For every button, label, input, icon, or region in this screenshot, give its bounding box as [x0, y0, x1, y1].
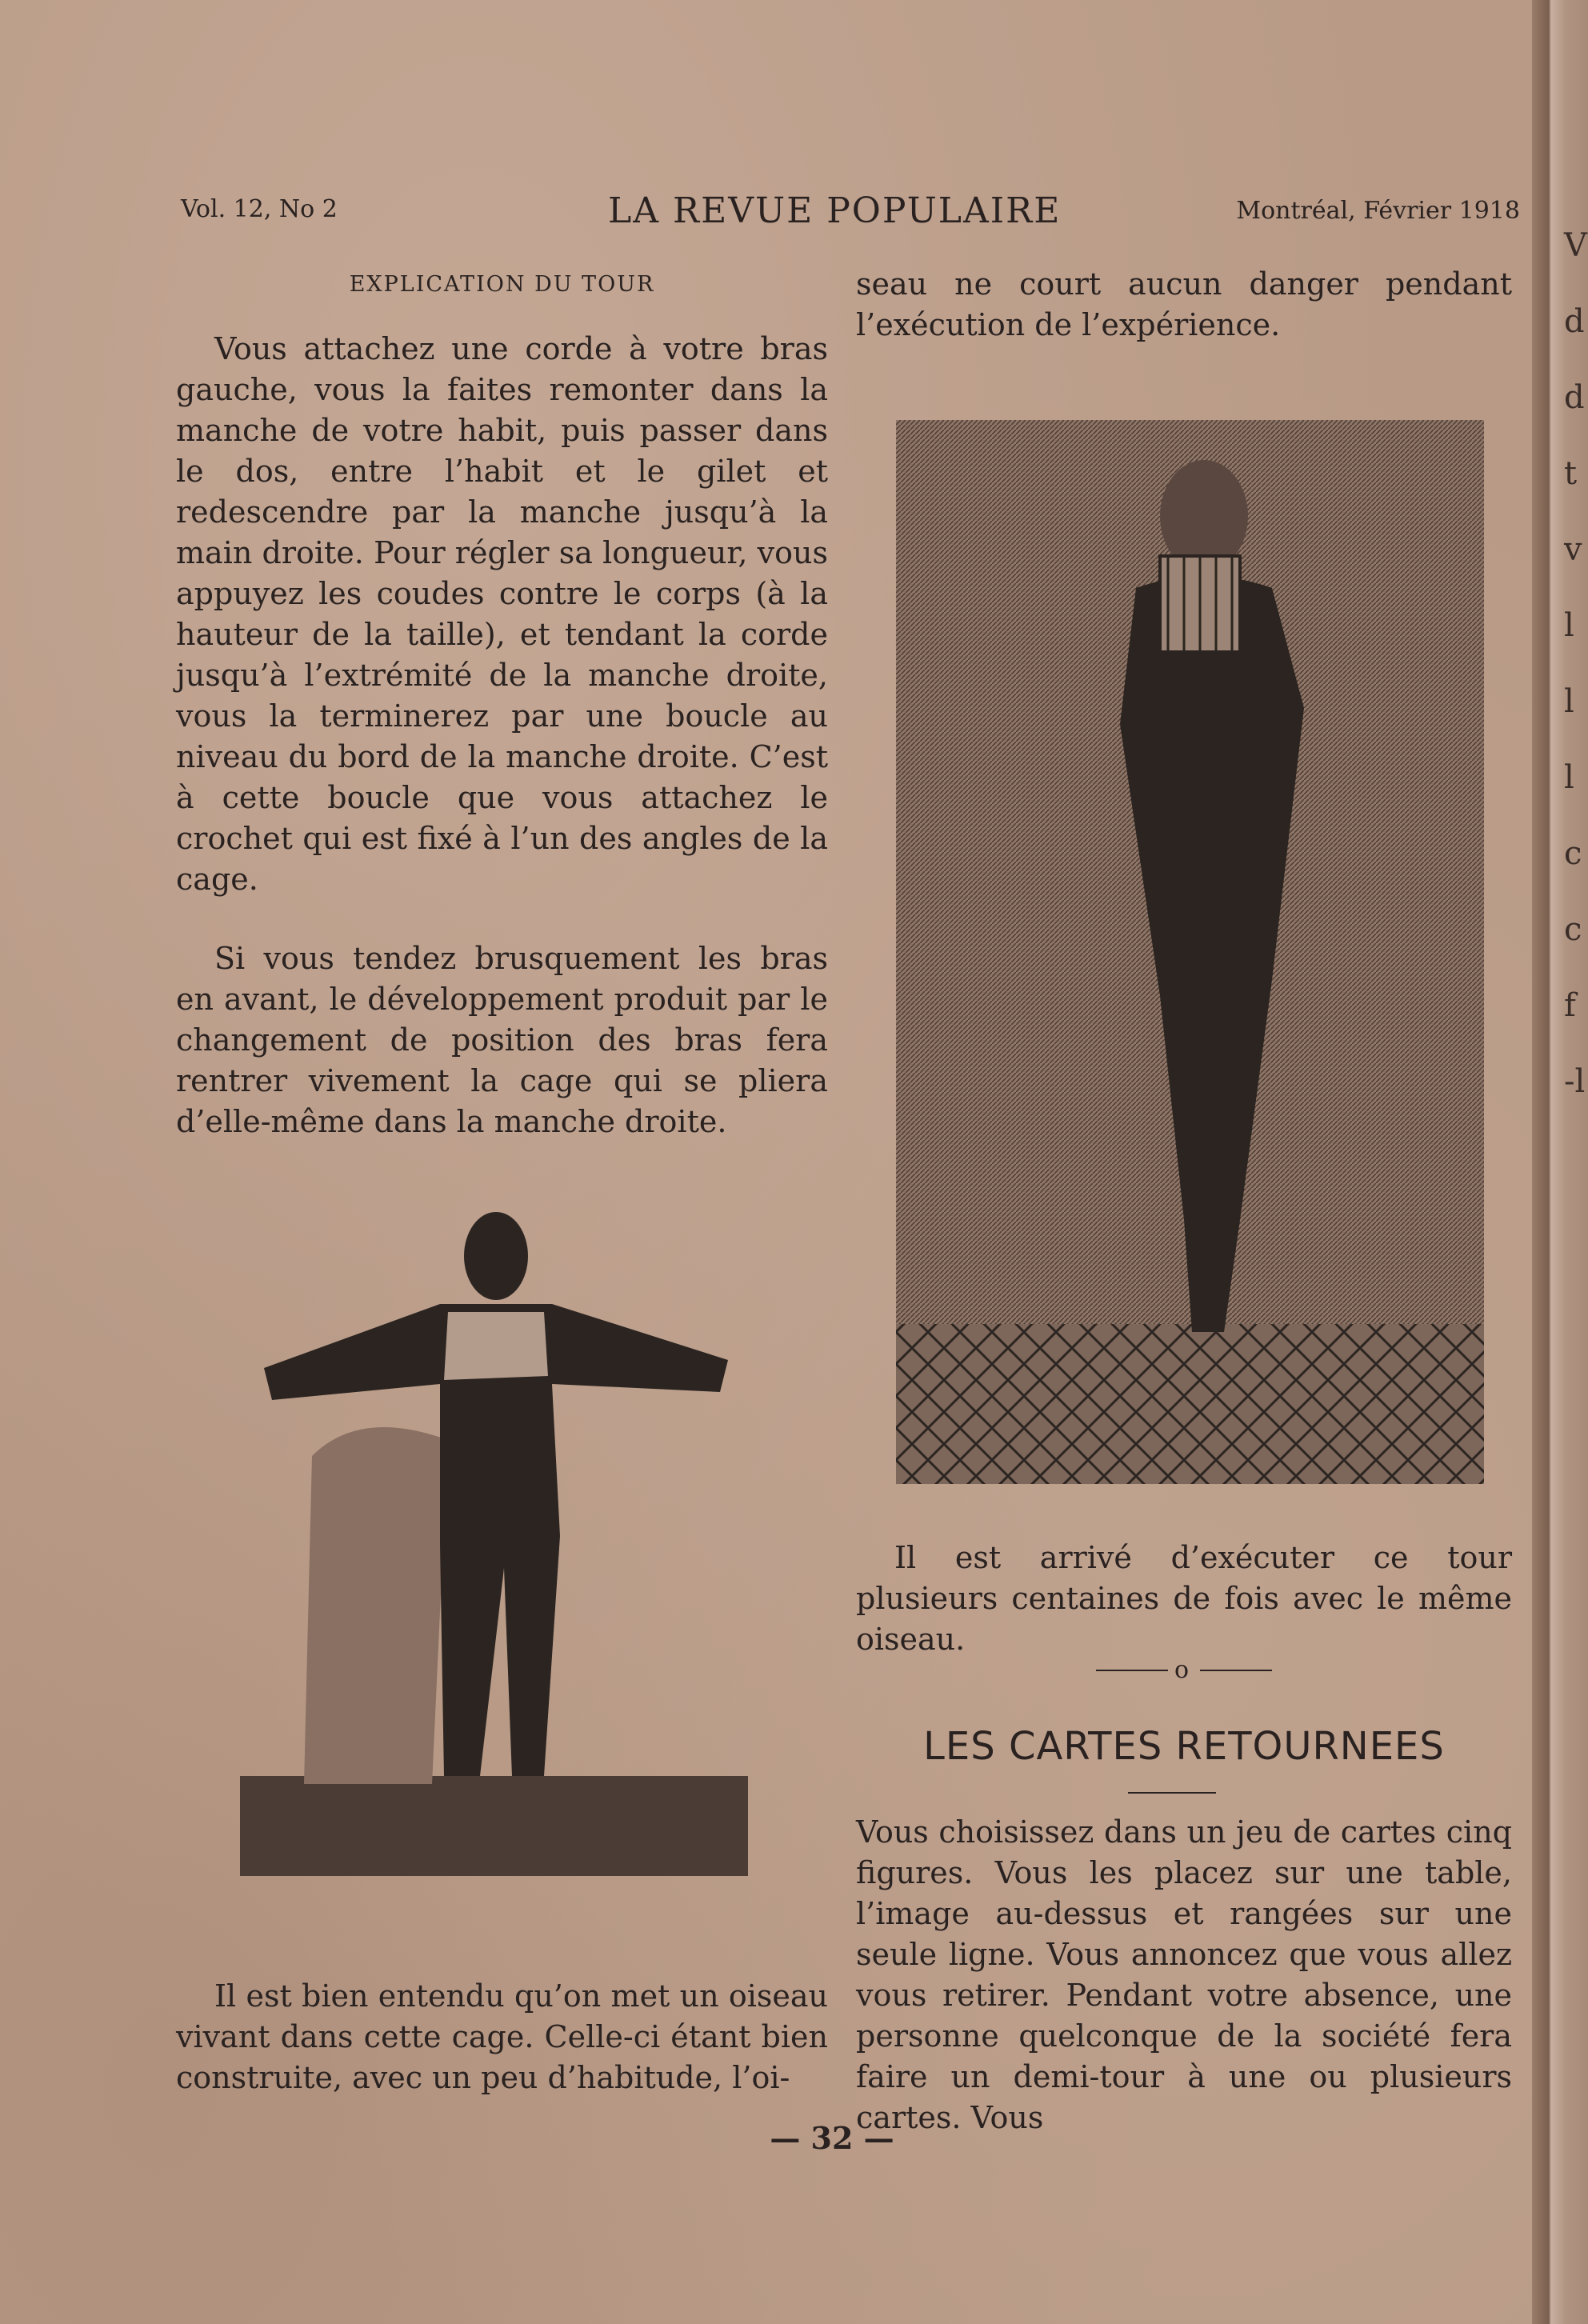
edge-letter: -l	[1564, 1063, 1586, 1100]
left-column	[176, 264, 828, 1142]
adjacent-page-letters	[1564, 208, 1588, 1120]
article-title: LES CARTES RETOURNEES	[923, 1724, 1445, 1769]
edge-letter: l	[1564, 607, 1574, 644]
edge-letter: d	[1564, 379, 1585, 416]
running-header	[176, 190, 1520, 238]
paragraph-cards: Vous choisissez dans un jeu de cartes cinq figures. Vous les placez sur une table, l’image au-dessus et rangées sur une seule ligne. Vous annoncez que vous allez vous retirer. Pendant votre absence, une personne quelconque de la société fera faire un demi-tour à une ou plusieurs cartes. Vous	[856, 1814, 1512, 2135]
left-column-bottom	[176, 1976, 828, 2098]
paragraph-caption: Il est arrivé d’exécuter ce tour plusieurs centaines de fois avec le même oiseau.	[856, 1540, 1512, 1657]
edge-letter: d	[1564, 303, 1585, 340]
illustration-man-with-birdcage	[896, 420, 1484, 1484]
volume-number: Vol. 12, No 2	[181, 195, 338, 223]
page-number: — 32 —	[770, 2120, 894, 2156]
edge-letter: v	[1564, 531, 1582, 568]
edge-letter: V	[1564, 227, 1587, 264]
edge-letter: l	[1564, 759, 1574, 796]
paragraph-arms: Si vous tendez brusquement les bras en avant, le développement produit par le changement de position des bras fera rentrer vivement la cage qui se pliera d’elle-même dans la manche droite.	[176, 941, 828, 1139]
section-heading: EXPLICATION DU TOUR	[349, 272, 655, 297]
illustration-man-from-behind	[240, 1200, 748, 1876]
caption-paragraph	[856, 1538, 1512, 1660]
section-separator	[1096, 1654, 1272, 1686]
right-column-top	[856, 264, 1512, 346]
edge-letter: l	[1564, 683, 1574, 720]
title-rule	[1128, 1792, 1216, 1794]
paragraph-bird: Il est bien entendu qu’on met un oiseau vivant dans cette cage. Celle-ci étant bien construite, avec un peu d’habitude, l’oi-	[176, 1978, 828, 2095]
journal-title: LA REVUE POPULAIRE	[608, 190, 1062, 231]
edge-letter: c	[1564, 911, 1582, 948]
edge-letter: f	[1564, 987, 1576, 1024]
article-body	[856, 1812, 1512, 2138]
edge-letter: c	[1564, 835, 1582, 872]
issue-date: Montréal, Février 1918	[1236, 197, 1520, 225]
edge-letter: t	[1564, 455, 1578, 492]
separator-ornament: o	[1174, 1656, 1190, 1684]
paragraph-rope: Vous attachez une corde à votre bras gauche, vous la faites remonter dans la manche de votre habit, puis passer dans le dos, entre l’habit et le gilet et redescendre par la manche jusqu’à la main droite. Pour régler sa longueur, vous appuyez les coudes contre le corps (à la hauteur de la taille), et tendant la corde jusqu’à l’extrémité de la manche droite, vous la terminerez par une boucle au niveau du bord de la manche droite. C’est à cette boucle que vous attachez le crochet qui est fixé à l’un des angles de la cage.	[176, 331, 828, 897]
paragraph-continuation: seau ne court aucun danger pendant l’exécution de l’expérience.	[856, 266, 1512, 342]
